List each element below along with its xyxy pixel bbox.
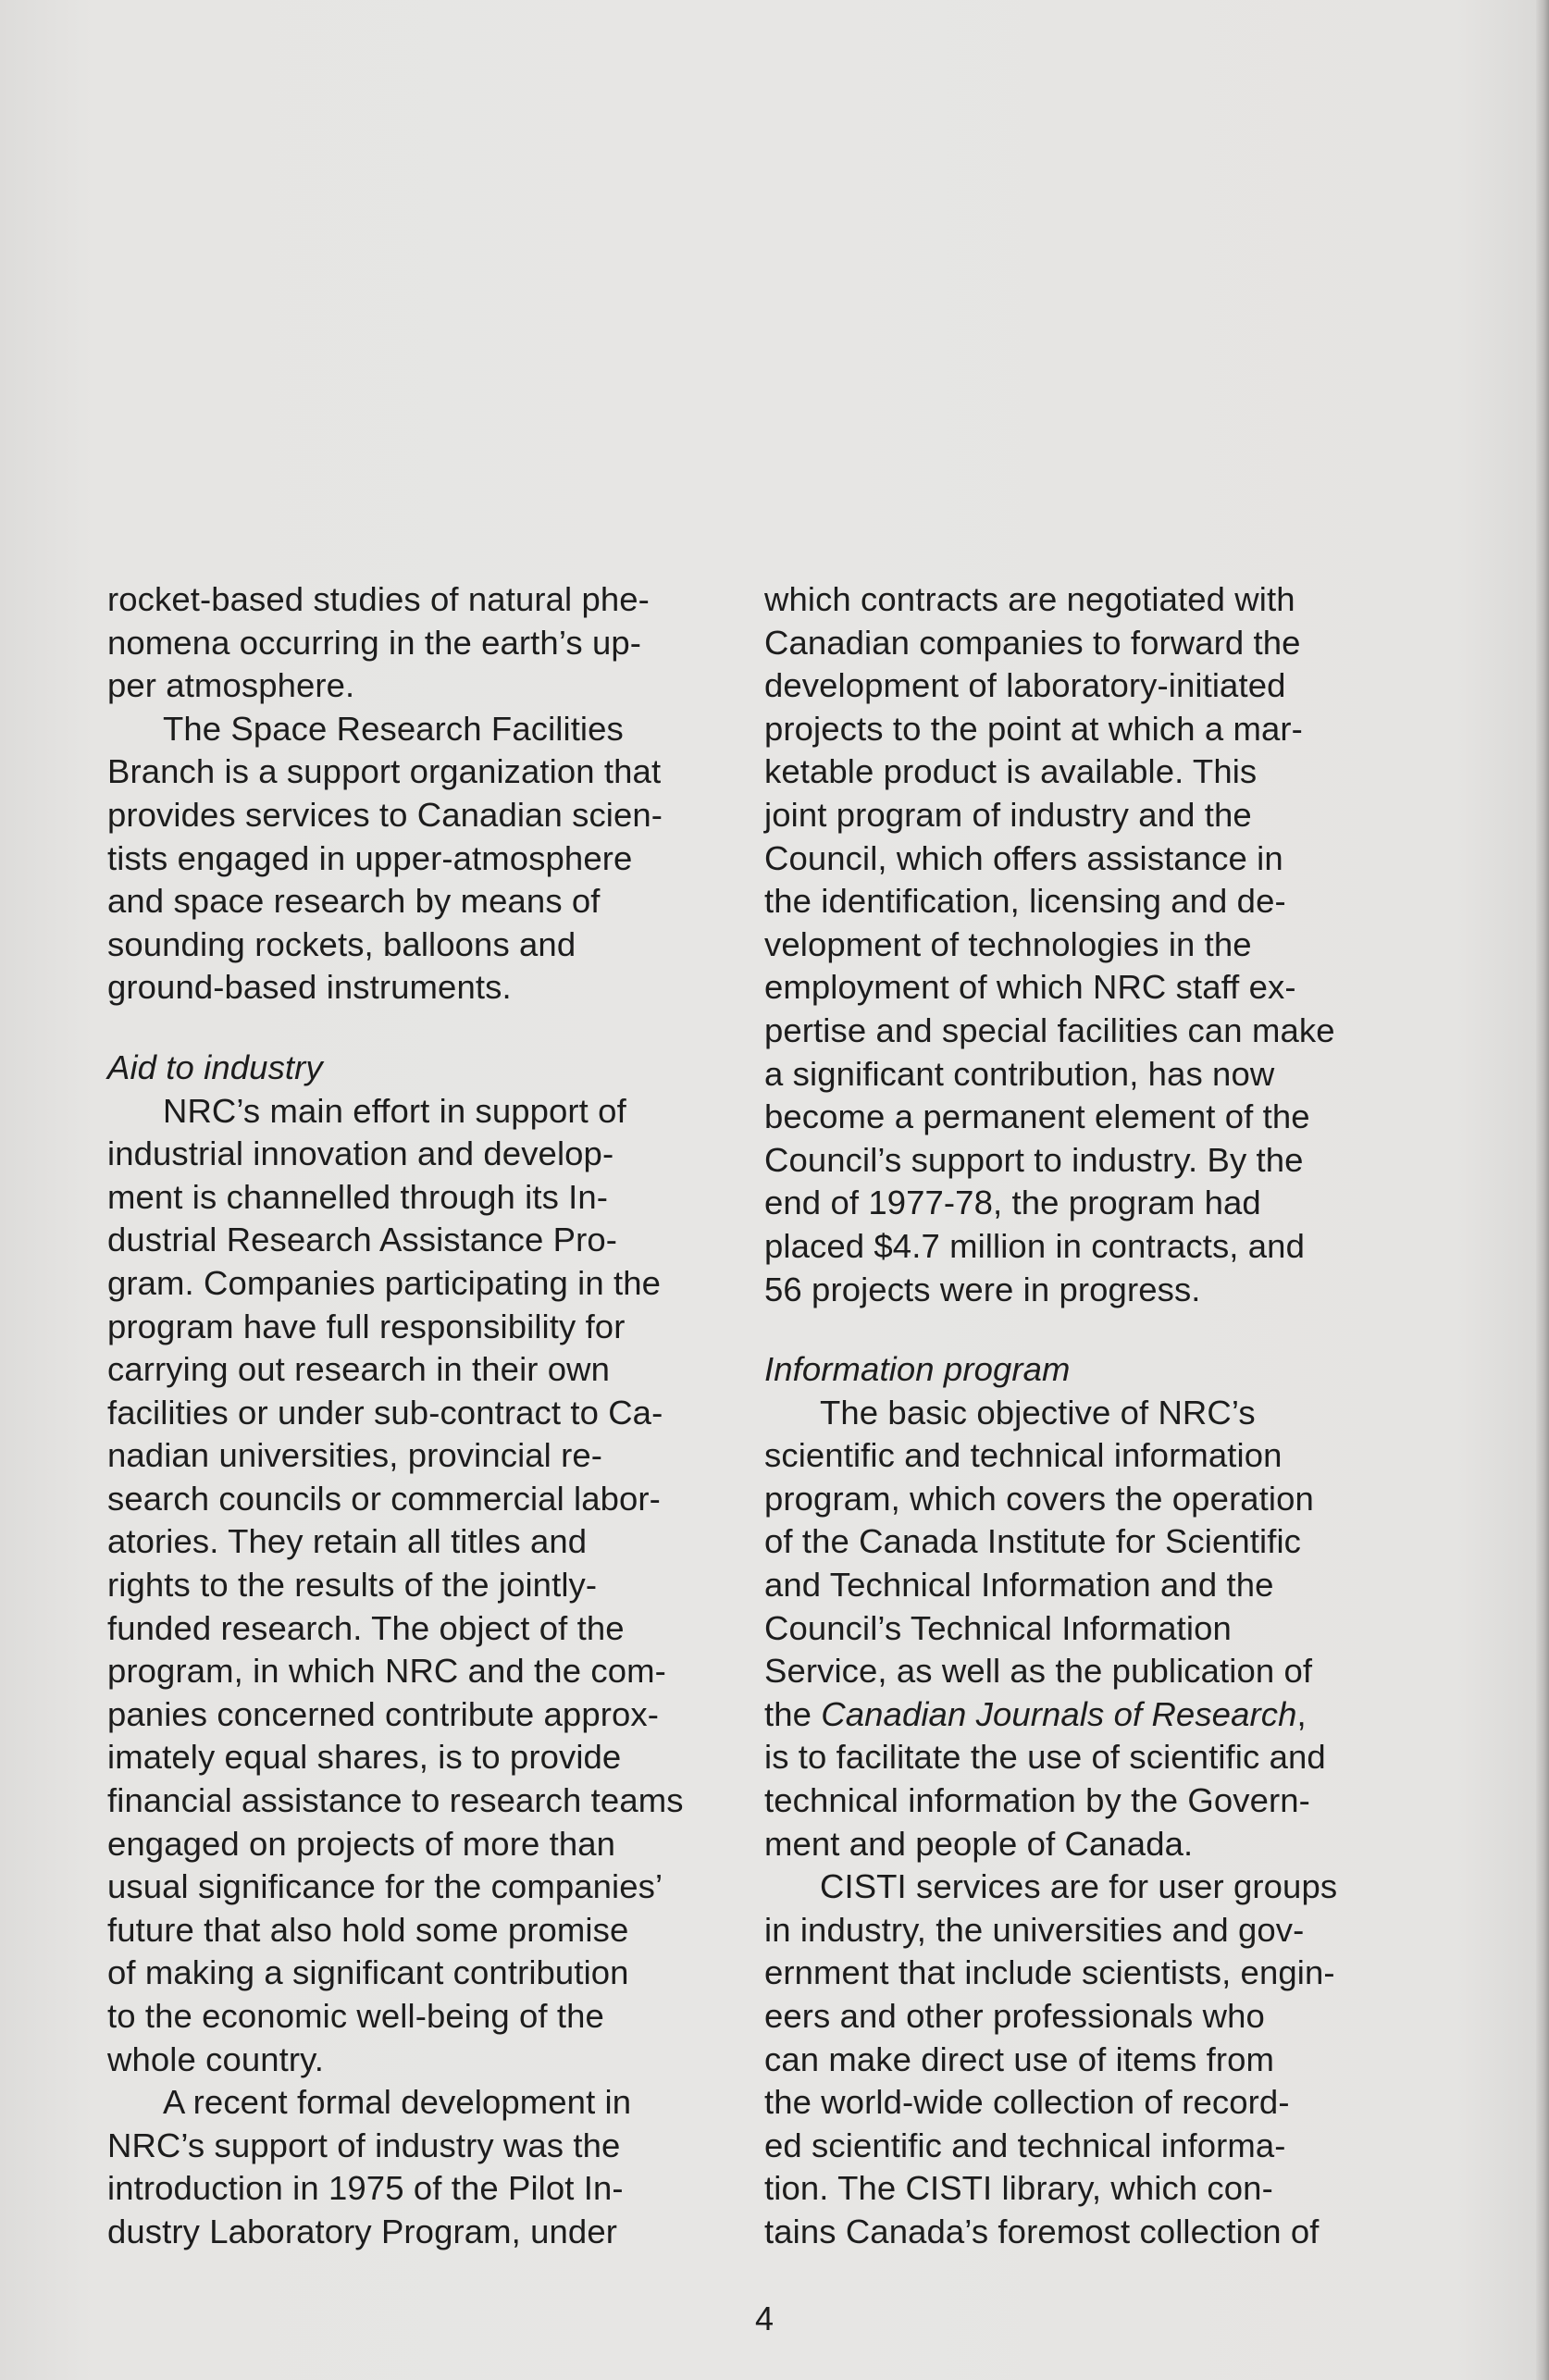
text-line: development of laboratory-initiated	[764, 666, 1286, 705]
text-line: sounding rockets, balloons and	[107, 924, 576, 963]
text-line: of the Canada Institute for Scientific	[764, 1522, 1302, 1561]
left-column	[107, 578, 746, 2254]
text-line: ground-based instruments.	[107, 968, 512, 1007]
text-line: panies concerned contribute approx-	[107, 1694, 659, 1733]
text-line: search councils or commercial labor-	[107, 1479, 661, 1518]
paragraph-rocket-studies	[107, 578, 746, 708]
section-heading-aid-to-industry: Aid to industry	[107, 1047, 323, 1086]
paragraph-pilot-industry-laboratory	[107, 2081, 746, 2253]
text-line: technical information by the Govern-	[764, 1781, 1310, 1820]
text-line: provides services to Canadian scien-	[107, 795, 663, 834]
text-line: tains Canada’s foremost collection of	[764, 2212, 1320, 2250]
text-line: tists engaged in upper-atmosphere	[107, 838, 633, 877]
text-line: nomena occurring in the earth’s up-	[107, 623, 642, 662]
text-line: A recent formal development in	[163, 2083, 632, 2122]
text-line: in industry, the universities and gov-	[764, 1910, 1305, 1949]
paragraph-space-research-facilities	[107, 708, 746, 1010]
text-line: Council’s Technical Information	[764, 1608, 1232, 1647]
text-line: whole country.	[107, 2039, 325, 2078]
text-line: a significant contribution, has now	[764, 1054, 1275, 1093]
text-line: ernment that include scientists, engin-	[764, 1953, 1335, 1992]
text-line: usual significance for the companies’	[107, 1867, 663, 1906]
page-number: 4	[754, 2299, 774, 2337]
text-line: atories. They retain all titles and	[107, 1522, 588, 1561]
text-line: ment and people of Canada.	[764, 1824, 1194, 1863]
text-line: can make direct use of items from	[764, 2039, 1274, 2078]
text-line: CISTI services are for user groups	[820, 1867, 1338, 1906]
text-line: to the economic well-being of the	[107, 1997, 604, 2035]
text-line: program have full responsibility for	[107, 1307, 626, 1345]
text-line: the identification, licensing and de-	[764, 882, 1286, 921]
text-line: velopment of technologies in the	[764, 924, 1252, 963]
text-line: 56 projects were in progress.	[764, 1270, 1201, 1308]
text-line: is to facilitate the use of scientific and	[764, 1738, 1326, 1777]
text-line: financial assistance to research teams	[107, 1781, 684, 1820]
text-line: Canadian companies to forward the	[764, 623, 1301, 662]
text-line: rocket-based studies of natural phe-	[107, 580, 650, 618]
section-gap	[764, 1311, 1403, 1348]
paragraph-cisti-services	[764, 1866, 1403, 2253]
text-line: Service, as well as the publication of	[764, 1652, 1313, 1691]
text-line: gram. Companies participating in the	[107, 1263, 662, 1302]
text-line: scientific and technical information	[764, 1436, 1283, 1475]
text-line: future that also hold some promise	[107, 1910, 629, 1949]
text-line: dustrial Research Assistance Pro-	[107, 1221, 618, 1259]
text-line: Branch is a support organization that	[107, 752, 662, 791]
text-line: ketable product is available. This	[764, 752, 1258, 791]
journal-title: Canadian Journals of Research	[821, 1694, 1297, 1733]
paragraph-contracts-negotiated	[764, 578, 1403, 1311]
text-line: program, which covers the operation	[764, 1479, 1314, 1518]
paragraph-information-objective	[764, 1392, 1403, 1866]
text-line: introduction in 1975 of the Pilot In-	[107, 2169, 624, 2208]
text-line: imately equal shares, is to provide	[107, 1738, 622, 1777]
journal-suffix: ,	[1296, 1694, 1307, 1733]
text-line: rights to the results of the jointly-	[107, 1566, 598, 1605]
paragraph-industrial-research-assistance	[107, 1090, 746, 2082]
text-line: pertise and special facilities can make	[764, 1010, 1335, 1049]
text-line: NRC’s main effort in support of	[163, 1091, 626, 1130]
right-column	[764, 578, 1403, 2254]
text-line: eers and other professionals who	[764, 1997, 1265, 2035]
text-line: employment of which NRC staff ex-	[764, 968, 1296, 1007]
section-heading-information-program: Information program	[764, 1350, 1071, 1389]
text-line: the world-wide collection of record-	[764, 2083, 1290, 2122]
text-line-journal	[764, 1693, 1403, 1737]
text-line: and Technical Information and the	[764, 1566, 1274, 1605]
text-line: NRC’s support of industry was the	[107, 2126, 621, 2164]
text-line: Council, which offers assistance in	[764, 838, 1283, 877]
text-line: ment is channelled through its In-	[107, 1177, 609, 1216]
text-line: which contracts are negotiated with	[764, 580, 1295, 618]
text-line: carrying out research in their own	[107, 1350, 611, 1389]
page-edge-shadow	[1536, 0, 1549, 2380]
text-line: per atmosphere.	[107, 666, 355, 705]
text-line: Council’s support to industry. By the	[764, 1140, 1304, 1179]
text-line: funded research. The object of the	[107, 1608, 625, 1647]
text-line: become a permanent element of the	[764, 1097, 1310, 1136]
text-line: joint program of industry and the	[764, 795, 1252, 834]
text-line: ed scientific and technical informa-	[764, 2126, 1286, 2164]
text-line: The basic objective of NRC’s	[820, 1393, 1256, 1432]
text-line: The Space Research Facilities	[163, 709, 624, 748]
section-gap	[107, 1010, 746, 1047]
text-line: program, in which NRC and the com-	[107, 1652, 666, 1691]
text-line: of making a significant contribution	[107, 1953, 629, 1992]
text-line: nadian universities, provincial re-	[107, 1436, 603, 1475]
text-line: facilities or under sub-contract to Ca-	[107, 1393, 663, 1432]
text-line: and space research by means of	[107, 882, 601, 921]
text-line: end of 1977-78, the program had	[764, 1184, 1261, 1222]
text-line: projects to the point at which a mar-	[764, 709, 1303, 748]
text-line: engaged on projects of more than	[107, 1824, 616, 1863]
text-line: industrial innovation and develop-	[107, 1134, 614, 1173]
text-line: placed $4.7 million in contracts, and	[764, 1226, 1305, 1265]
journal-prefix: the	[764, 1694, 822, 1733]
text-line: tion. The CISTI library, which con-	[764, 2169, 1273, 2208]
text-line: dustry Laboratory Program, under	[107, 2212, 617, 2250]
